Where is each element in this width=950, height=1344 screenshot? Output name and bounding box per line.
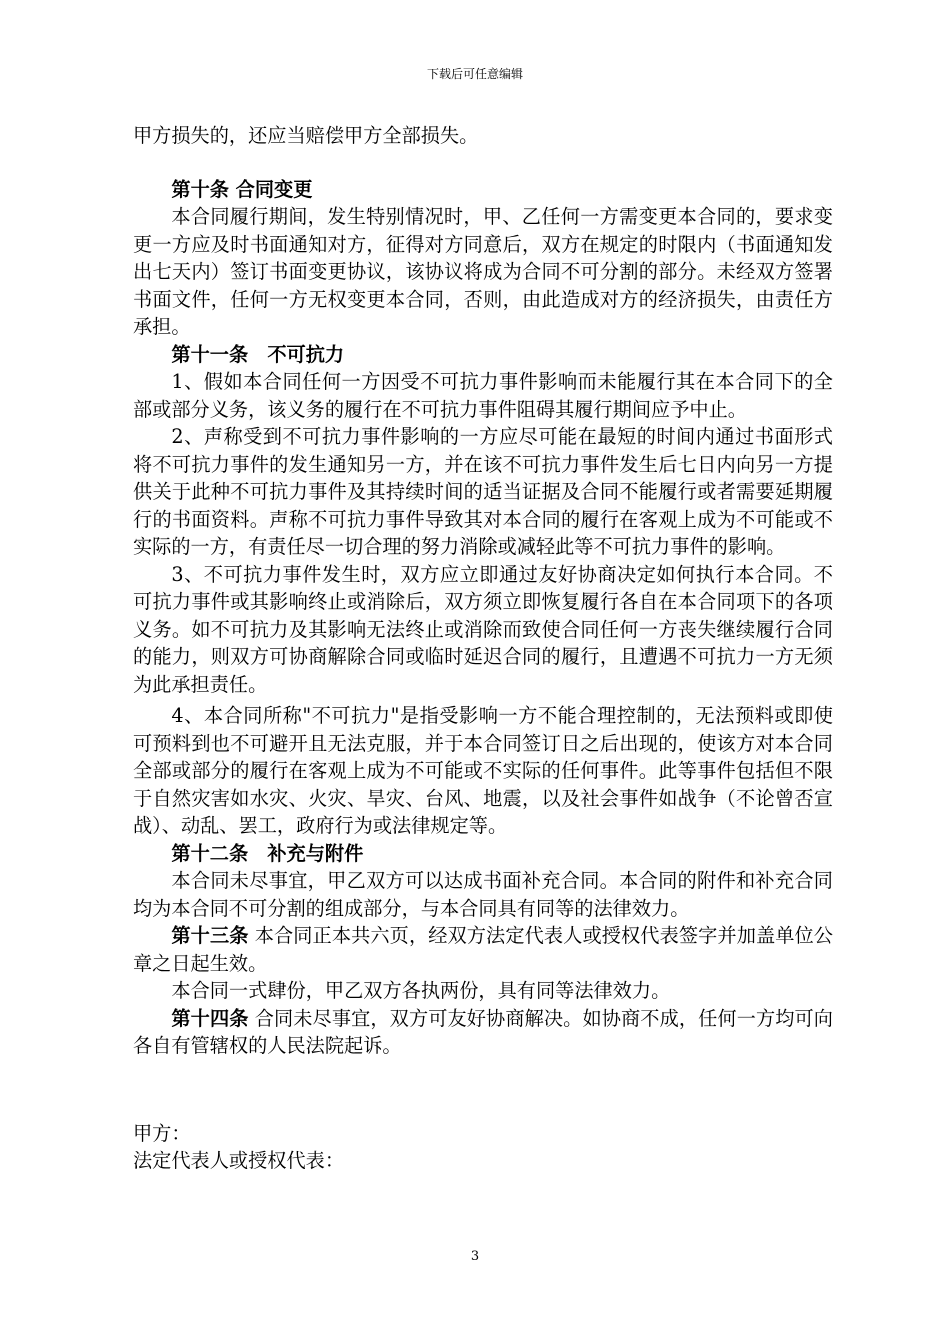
article-11-item-3: 3、不可抗力事件发生时，双方应立即通过友好协商决定如何执行本合同。不可抗力事件或其影响终止或消除后，双方须立即恢复履行各自在本合同项下的各项义务。如不可抗力及其影响无法终止或消除而致使合同任何一方丧失继续履行合同的能力，则双方可协商解除合同或临时延迟合同的履行，且遭遇不可抗力一方无须为此承担责任。 [133,562,833,696]
article-12-body: 本合同未尽事宜，甲乙双方可以达成书面补充合同。本合同的附件和补充合同均为本合同不可分割的组成部分，与本合同具有同等的法律效力。 [133,869,833,920]
article-14 [133,1005,833,1060]
article-11-heading: 第十一条 不可抗力 [171,342,345,366]
article-11-item-2: 2、声称受到不可抗力事件影响的一方应尽可能在最短的时间内通过书面形式将不可抗力事件的发生通知另一方，并在该不可抗力事件发生后七日内向另一方提供关于此种不可抗力事件及其持续时间的适当证据及合同不能履行或者需要延期履行的书面资料。声称不可抗力事件导致其对本合同的履行在客观上成为不可能或不实际的一方，有责任尽一切合理的努力消除或减轻此等不可抗力事件的影响。 [133,425,833,558]
article-10-body: 本合同履行期间，发生特别情况时，甲、乙任何一方需变更本合同的，要求变更一方应及时书面通知对方，征得对方同意后，双方在规定的时限内（书面通知发出七天内）签订书面变更协议，该协议将成为合同不可分割的部分。未经双方签署书面文件，任何一方无权变更本合同，否则，由此造成对方的经济损失，由责任方承担。 [133,205,833,338]
paragraph-continuation: 甲方损失的，还应当赔偿甲方全部损失。 [133,124,479,147]
article-13-heading: 第十三条 [171,924,249,947]
article-10-heading: 第十条 合同变更 [171,177,313,201]
article-13-copies: 本合同一式肆份，甲乙双方各执两份，具有同等法律效力。 [171,979,671,1002]
page-header: 下载后可任意编辑 [426,67,523,81]
article-13 [133,922,833,977]
party-a-label: 甲方： [133,1121,191,1145]
document-body [133,122,833,1175]
article-14-heading: 第十四条 [171,1006,249,1030]
page-number: 3 [470,1249,480,1264]
representative-label: 法定代表人或授权代表： [133,1149,345,1172]
article-11-item-1: 1、假如本合同任何一方因受不可抗力事件影响而未能履行其在本合同下的全部或部分义务，该义务的履行在不可抗力事件阻碍其履行期间应予中止。 [133,370,833,421]
article-12-heading: 第十二条 补充与附件 [171,841,364,865]
article-13-body: 本合同正本共六页，经双方法定代表人或授权代表签字并加盖单位公章之日起生效。 [133,924,833,975]
article-11-item-4: 4、本合同所称"不可抗力"是指受影响一方不能合理控制的，无法预料或即使可预料到也不可避开且无法克服，并于本合同签订日之后出现的，使该方对本合同全部或部分的履行在客观上成为不可能或不实际的任何事件。此等事件包括但不限于自然灾害如水灾、火灾、旱灾、台风、地震，以及社会事件如战争（不论曾否宣战）、动乱、罢工，政府行为或法律规定等。 [133,704,833,837]
article-14-body: 合同未尽事宜，双方可友好协商解决。如协商不成，任何一方均可向各自有管辖权的人民法院起诉。 [133,1006,833,1057]
